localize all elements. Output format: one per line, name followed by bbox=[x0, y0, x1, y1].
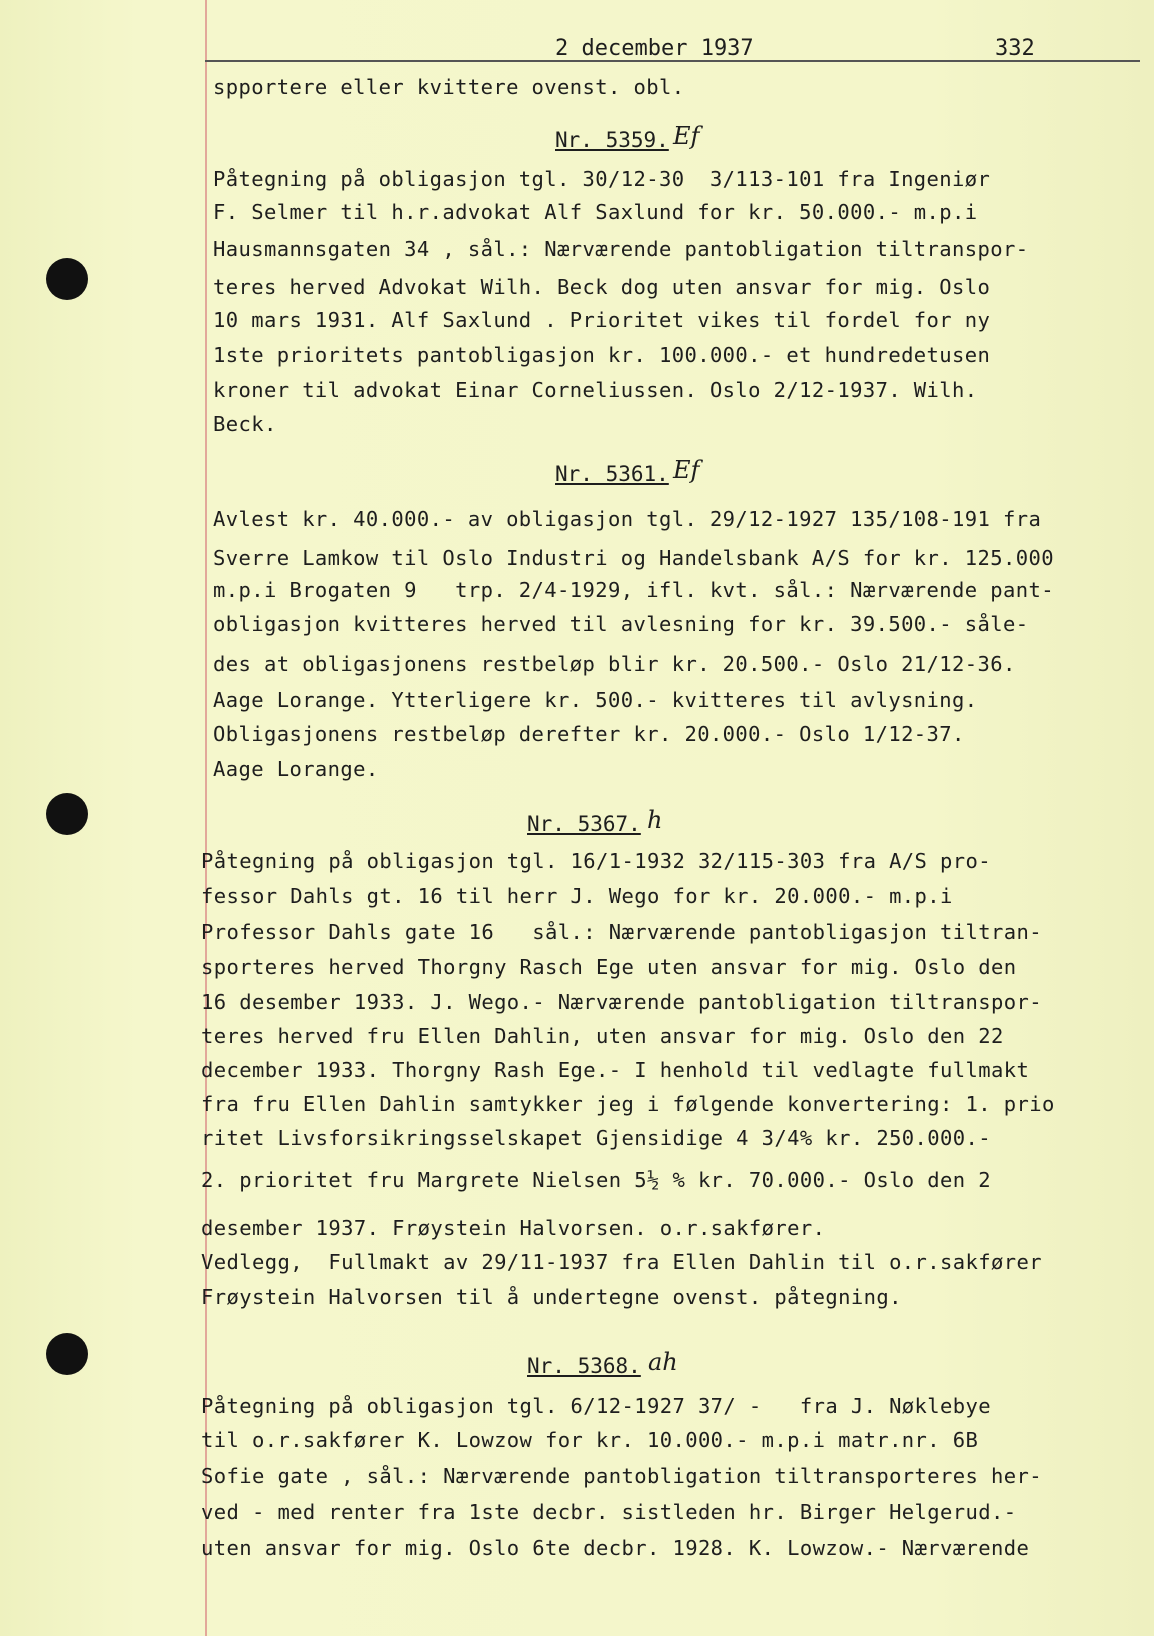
text-line: Sofie gate , sål.: Nærværende pantobligation tiltransporteres her- bbox=[201, 1464, 1042, 1488]
entry-number: Nr. 5367. bbox=[527, 812, 641, 836]
text-line: teres herved Advokat Wilh. Beck dog uten ansvar for mig. Oslo bbox=[213, 275, 991, 299]
text-line: uten ansvar for mig. Oslo 6te decbr. 1928. K. Lowzow.- Nærværende bbox=[201, 1536, 1030, 1560]
margin-line bbox=[205, 0, 207, 1636]
text-line: 2. prioritet fru Margrete Nielsen 5½ % kr. 70.000.- Oslo den 2 bbox=[201, 1168, 992, 1192]
text-line: december 1933. Thorgny Rash Ege.- I henhold til vedlagte fullmakt bbox=[201, 1058, 1030, 1082]
text-line: 16 desember 1933. J. Wego.- Nærværende pantobligation tiltranspor- bbox=[201, 990, 1042, 1014]
text-line: til o.r.sakfører K. Lowzow for kr. 10.000.- m.p.i matr.nr. 6B bbox=[201, 1428, 979, 1452]
text-line: 1ste prioritets pantobligasjon kr. 100.000.- et hundredetusen bbox=[213, 343, 991, 367]
punch-hole-icon bbox=[46, 1333, 88, 1375]
text-line: kroner til advokat Einar Corneliussen. Oslo 2/12-1937. Wilh. bbox=[213, 378, 978, 402]
text-line: Påtegning på obligasjon tgl. 6/12-1927 37/ - fra J. Nøklebye bbox=[201, 1394, 992, 1418]
text-line: ved - med renter fra 1ste decbr. sistleden hr. Birger Helgerud.- bbox=[201, 1500, 1017, 1524]
text-line: Sverre Lamkow til Oslo Industri og Handelsbank A/S for kr. 125.000 bbox=[213, 546, 1054, 570]
page-number: 332 bbox=[995, 36, 1035, 61]
text-line: Vedlegg, Fullmakt av 29/11-1937 fra Ellen Dahlin til o.r.sakfører bbox=[201, 1250, 1042, 1274]
entry-number: Nr. 5361. bbox=[555, 462, 669, 486]
text-line: sporteres herved Thorgny Rasch Ege uten ansvar for mig. Oslo den bbox=[201, 955, 1017, 979]
text-line: Obligasjonens restbeløp derefter kr. 20.000.- Oslo 1/12-37. bbox=[213, 722, 965, 746]
text-line: 10 mars 1931. Alf Saxlund . Prioritet vikes til fordel for ny bbox=[213, 308, 991, 332]
text-line: fessor Dahls gt. 16 til herr J. Wego for kr. 20.000.- m.p.i bbox=[201, 884, 953, 908]
entry-initials: ah bbox=[648, 1348, 678, 1376]
punch-hole-icon bbox=[46, 258, 88, 300]
text-line: Professor Dahls gate 16 sål.: Nærværende pantobligasjon tiltran- bbox=[201, 920, 1042, 944]
text-line: Frøystein Halvorsen til å undertegne ovenst. påtegning. bbox=[201, 1285, 902, 1309]
text-line: Hausmannsgaten 34 , sål.: Nærværende pantobligation tiltranspor- bbox=[213, 237, 1029, 261]
text-line: Aage Lorange. bbox=[213, 757, 379, 781]
text-line: Påtegning på obligasjon tgl. 16/1-1932 32/115-303 fra A/S pro- bbox=[201, 849, 992, 873]
text-line: spportere eller kvittere ovenst. obl. bbox=[213, 75, 685, 99]
text-line: desember 1937. Frøystein Halvorsen. o.r.sakfører. bbox=[201, 1216, 826, 1240]
text-line: obligasjon kvitteres herved til avlesning for kr. 39.500.- såle- bbox=[213, 612, 1029, 636]
entry-initials: h bbox=[647, 806, 663, 834]
entry-initials: Ef bbox=[673, 122, 700, 150]
text-line: fra fru Ellen Dahlin samtykker jeg i følgende konvertering: 1. prio bbox=[201, 1092, 1055, 1116]
text-line: F. Selmer til h.r.advokat Alf Saxlund for kr. 50.000.- m.p.i bbox=[213, 200, 978, 224]
text-line: Aage Lorange. Ytterligere kr. 500.- kvitteres til avlysning. bbox=[213, 688, 978, 712]
entry-number: Nr. 5368. bbox=[527, 1354, 641, 1378]
punch-hole-icon bbox=[46, 793, 88, 835]
text-line: Beck. bbox=[213, 412, 277, 436]
text-line: des at obligasjonens restbeløp blir kr. 20.500.- Oslo 21/12-36. bbox=[213, 652, 1016, 676]
text-line: Påtegning på obligasjon tgl. 30/12-30 3/113-101 fra Ingeniør bbox=[213, 167, 991, 191]
text-line: teres herved fru Ellen Dahlin, uten ansvar for mig. Oslo den 22 bbox=[201, 1024, 1004, 1048]
text-line: Avlest kr. 40.000.- av obligasjon tgl. 29/12-1927 135/108-191 fra bbox=[213, 507, 1042, 531]
entry-initials: Ef bbox=[673, 456, 700, 484]
text-line: ritet Livsforsikringsselskapet Gjensidige 4 3/4% kr. 250.000.- bbox=[201, 1126, 992, 1150]
header-date: 2 december 1937 bbox=[555, 36, 754, 61]
entry-number: Nr. 5359. bbox=[555, 128, 669, 152]
text-line: m.p.i Brogaten 9 trp. 2/4-1929, ifl. kvt. sål.: Nærværende pant- bbox=[213, 578, 1054, 602]
